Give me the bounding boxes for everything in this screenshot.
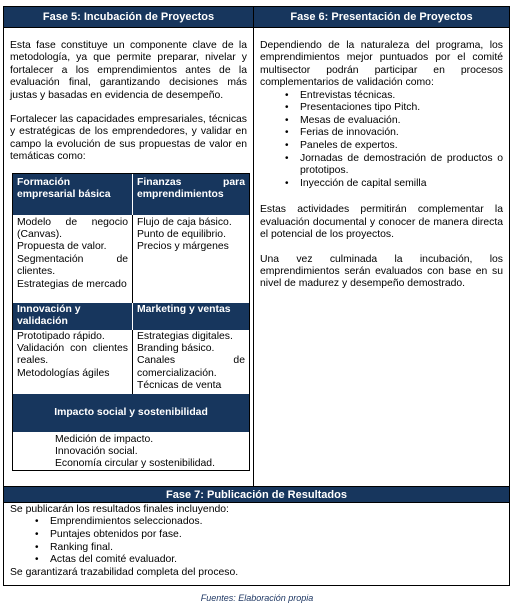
list-item: Prototipado rápido. bbox=[17, 330, 105, 342]
list-item: Punto de equilibrio. bbox=[137, 229, 226, 241]
list-item: Técnicas de venta bbox=[137, 380, 222, 392]
list-item: • Presentaciones tipo Pitch. bbox=[300, 102, 503, 115]
list-item: • Ferias de innovación. bbox=[300, 127, 503, 140]
topic-header-marketing: Marketing y ventas bbox=[133, 303, 249, 330]
topics-row-2-header bbox=[13, 303, 249, 330]
list-item: Innovación social. bbox=[55, 446, 138, 458]
list-item: Canales de comercialización. bbox=[137, 355, 245, 379]
list-item: Economía circular y sostenibilidad. bbox=[55, 458, 215, 470]
topic-header-formacion: Formación empresarial básica bbox=[13, 174, 133, 215]
list-item: Segmentación de clientes. bbox=[17, 253, 128, 278]
topic-list-innovacion bbox=[13, 330, 133, 394]
phase7-closing: Se garantizará trazabilidad completa del proceso. bbox=[10, 566, 239, 578]
list-item: • Entrevistas técnicas. bbox=[300, 90, 503, 103]
list-item: • Jornadas de demostración de productos o prototipos. bbox=[300, 153, 503, 178]
list-item: Propuesta de valor. bbox=[17, 241, 107, 253]
list-item: • Paneles de expertos. bbox=[300, 140, 503, 153]
topics-table bbox=[12, 173, 250, 471]
topics-row-2-content bbox=[13, 330, 249, 394]
phase6-intro: Dependiendo de la naturaleza del programa, los emprendimientos mejor puntuados por el comité multisector podrán participar en procesos complementarios de validación como: bbox=[260, 40, 503, 89]
topics-row-1-header bbox=[13, 174, 249, 215]
topic-header-finanzas: Finanzas para emprendimientos bbox=[133, 174, 249, 215]
phase5-para1: Esta fase constituye un componente clave de la metodología, ya que permite preparar, nivelar y fortalecer a los emprendimientos antes de la evaluación final, garantizando decisiones más justas y basadas en evidencia de desempeño. bbox=[10, 40, 247, 101]
phase6-title: Fase 6: Presentación de Proyectos bbox=[254, 7, 509, 27]
list-item: Estrategias de mercado bbox=[17, 278, 127, 290]
list-item: • Mesas de evaluación. bbox=[300, 115, 503, 128]
list-item: Estrategias digitales. bbox=[137, 330, 233, 342]
list-item: Modelo de negocio (Canvas). bbox=[17, 216, 128, 241]
header-row bbox=[4, 7, 509, 27]
phase7-cell bbox=[4, 502, 509, 585]
phase5-para2: Fortalecer las capacidades empresariales, técnicas y estratégicas de los emprendedores, y validar en campo la evolución de sus propuestas de valor en temáticas como: bbox=[10, 114, 247, 163]
phase5-cell bbox=[4, 28, 254, 486]
phase7-intro: Se publicarán los resultados finales incluyendo: bbox=[10, 504, 229, 515]
list-item: Flujo de caja básico. bbox=[137, 216, 232, 228]
list-item: Precios y márgenes bbox=[137, 241, 229, 253]
phase7-title: Fase 7: Publicación de Resultados bbox=[4, 486, 509, 502]
list-item: • Puntajes obtenidos por fase. bbox=[50, 529, 503, 542]
topic-header-impacto: Impacto social y sostenibilidad bbox=[13, 394, 249, 432]
phase6-cell bbox=[254, 28, 509, 486]
topic-list-finanzas bbox=[133, 215, 249, 303]
list-item: Branding básico. bbox=[137, 343, 215, 355]
body-row bbox=[4, 27, 509, 486]
list-item: • Actas del comité evaluador. bbox=[50, 554, 503, 567]
caption: Fuentes: Elaboración propia bbox=[200, 593, 314, 603]
topic-list-marketing bbox=[133, 330, 249, 394]
phase6-para2: Estas actividades permitirán complementar la evaluación documental y conocer de manera directa el potencial de los proyectos. bbox=[260, 204, 503, 241]
list-item: • Inyección de capital semilla bbox=[300, 178, 503, 191]
phases-table bbox=[3, 6, 510, 586]
phase6-list bbox=[254, 90, 509, 191]
phase7-list bbox=[10, 516, 503, 566]
topic-header-innovacion: Innovación y validación bbox=[13, 303, 133, 330]
list-item: Medición de impacto. bbox=[55, 433, 154, 445]
list-item: Validación con clientes reales. bbox=[17, 343, 128, 367]
topic-list-impacto bbox=[13, 432, 249, 470]
phase5-title: Fase 5: Incubación de Proyectos bbox=[4, 7, 254, 27]
list-item: • Ranking final. bbox=[50, 542, 503, 555]
list-item: • Emprendimientos seleccionados. bbox=[50, 516, 503, 529]
phase6-para3: Una vez culminada la incubación, los emprendimientos serán evaluados con base en su nivel de madurez y desempeño demostrado. bbox=[260, 253, 503, 290]
list-item: Metodologías ágiles bbox=[17, 367, 110, 379]
topics-row-1-content bbox=[13, 215, 249, 303]
topic-list-formacion bbox=[13, 215, 133, 303]
